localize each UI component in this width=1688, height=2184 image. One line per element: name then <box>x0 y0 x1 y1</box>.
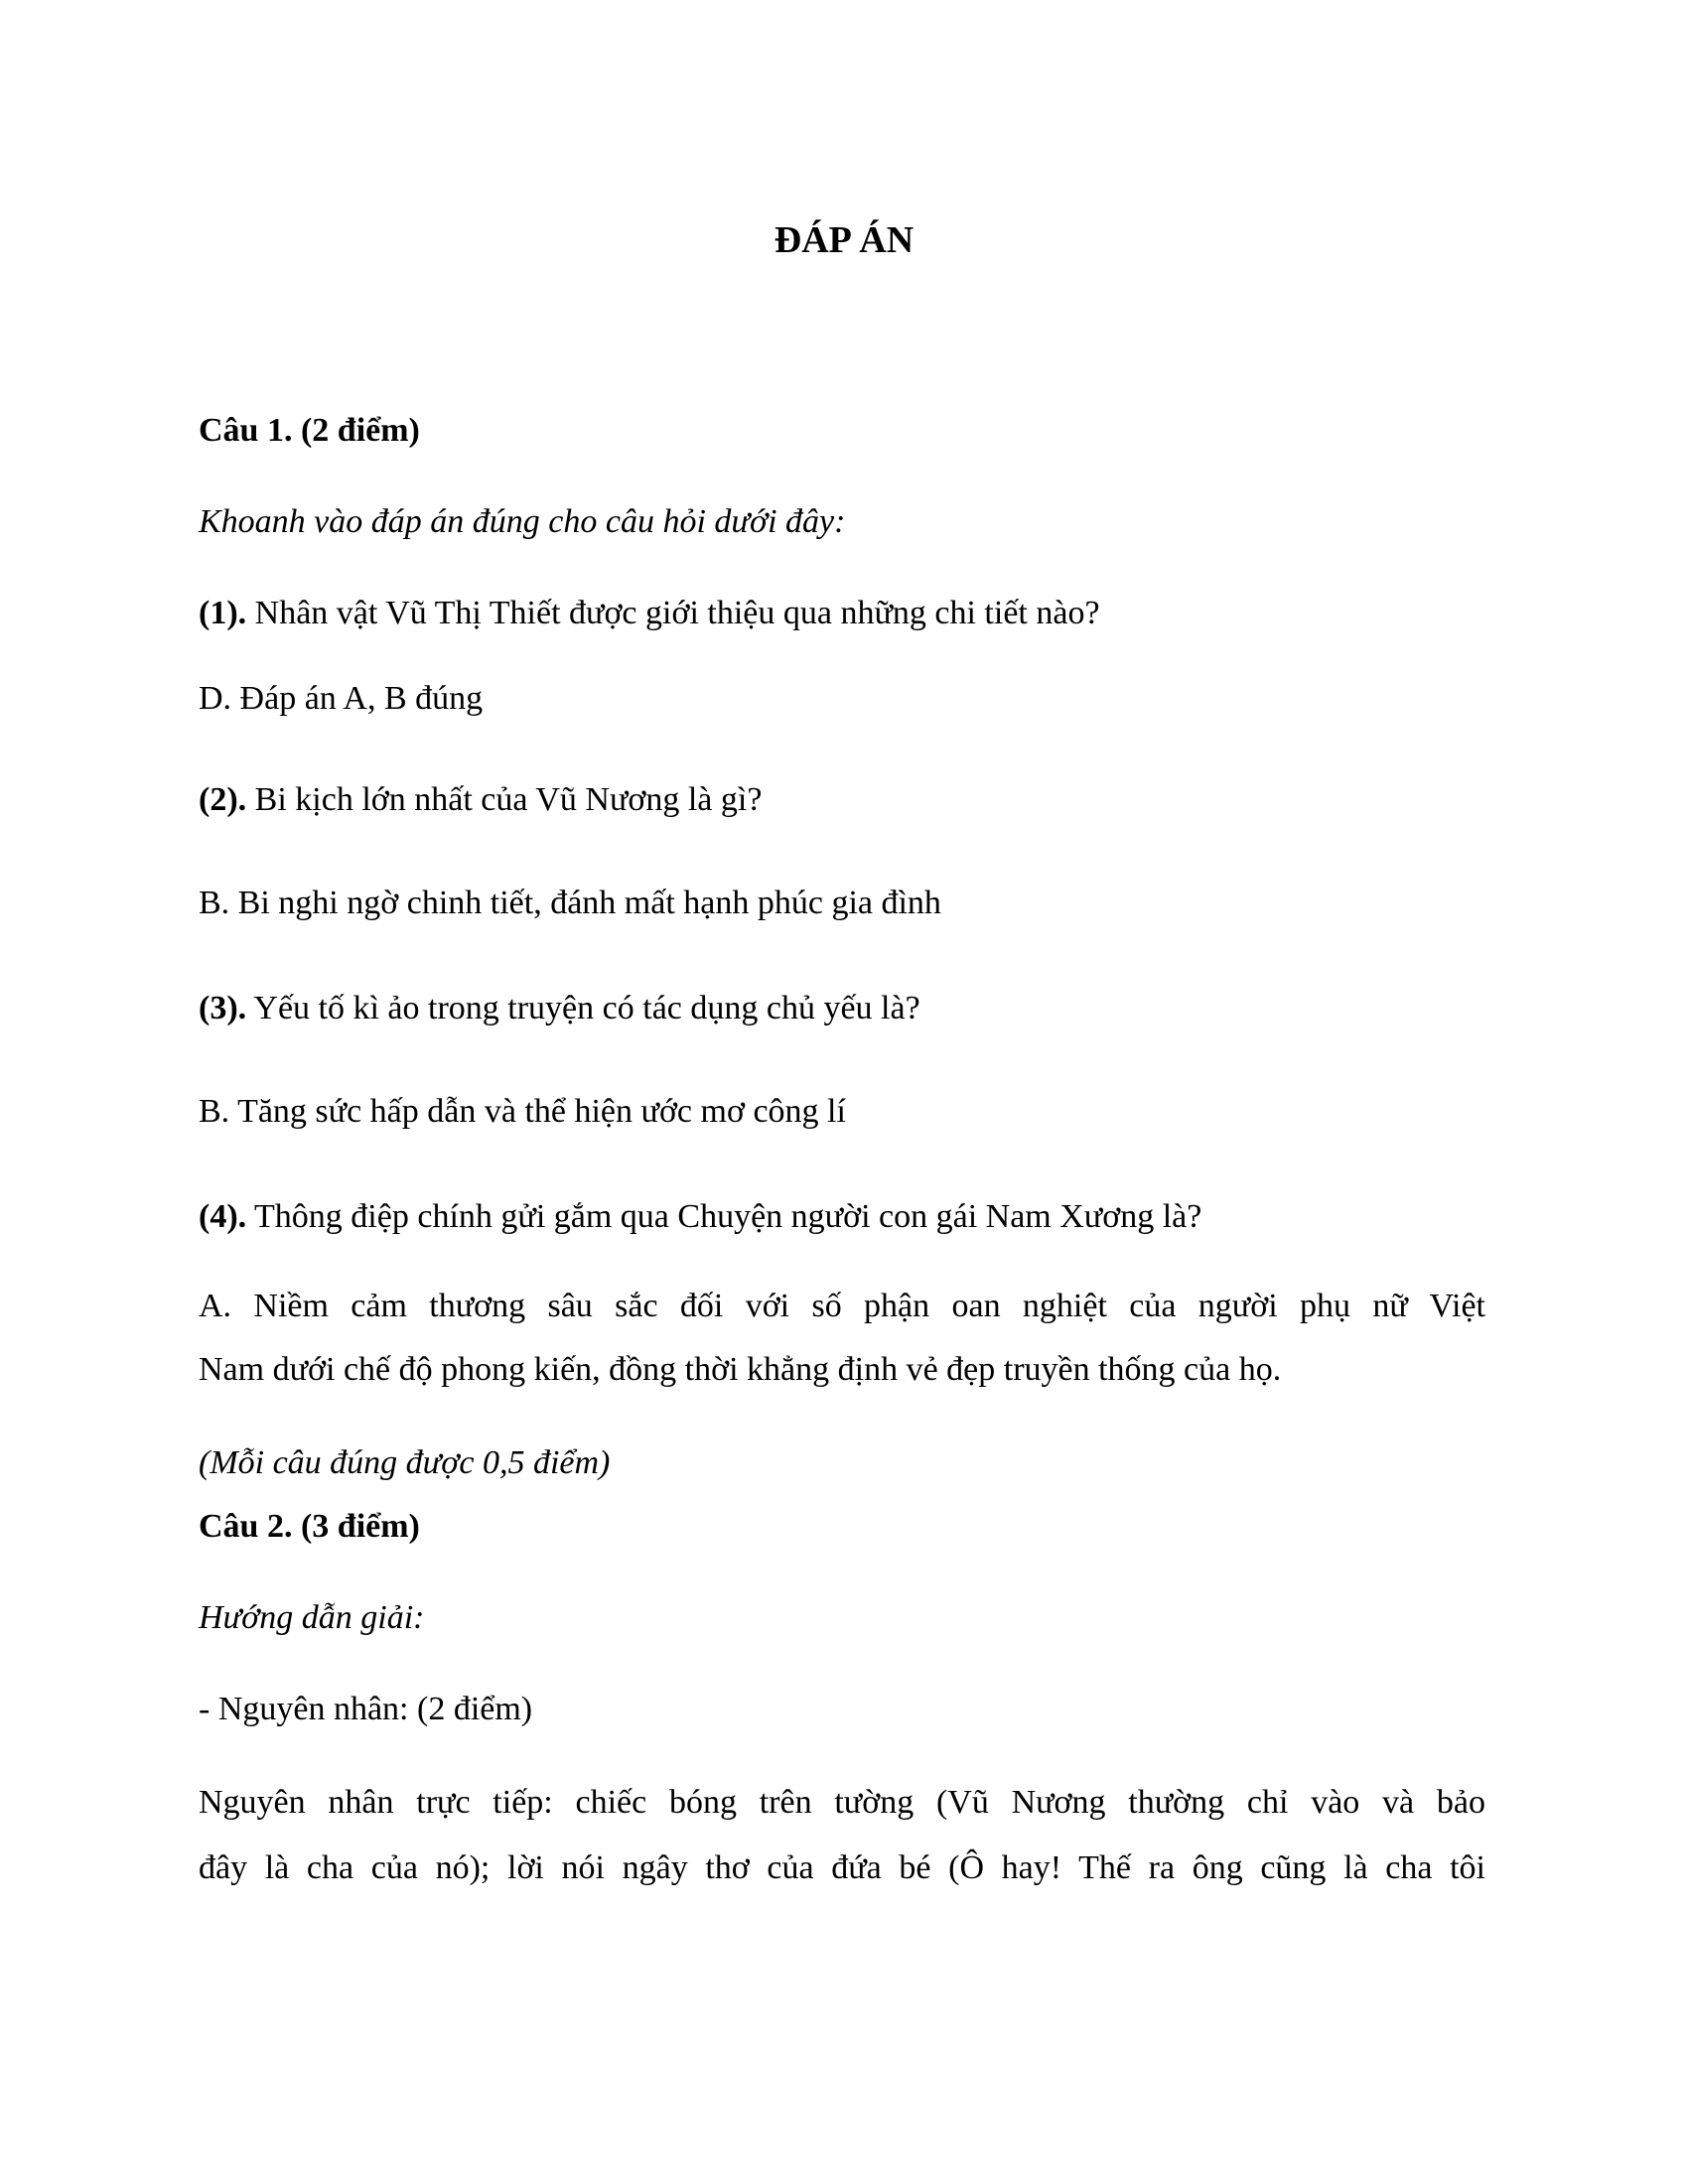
q1-item-1-question <box>199 594 1100 633</box>
q1-heading: Câu 1. (2 điểm) <box>199 412 420 449</box>
paragraph-line: Nguyên nhân trực tiếp: chiếc bóng trên tường (Vũ Nương thường chỉ vào và bảo <box>199 1784 1485 1821</box>
question-text: Bi kịch lớn nhất của Vũ Nương là gì? <box>246 781 763 818</box>
q1-scoring-note: (Mỗi câu đúng được 0,5 điểm) <box>199 1444 611 1481</box>
question-text: Thông điệp chính gửi gắm qua Chuyện người con gái Nam Xương là? <box>246 1198 1202 1235</box>
question-number: (4). <box>199 1198 247 1235</box>
q1-item-3-answer: B. Tăng sức hấp dẫn và thể hiện ước mơ công lí <box>199 1093 846 1130</box>
q1-item-2-answer: B. Bi nghi ngờ chinh tiết, đánh mất hạnh phúc gia đình <box>199 885 941 921</box>
q2-paragraph <box>199 1783 1485 1888</box>
question-number: (3). <box>199 990 247 1026</box>
answer-line: Nam dưới chế độ phong kiến, đồng thời khẳng định vẻ đẹp truyền thống của họ. <box>199 1351 1282 1388</box>
q1-item-4-answer <box>199 1287 1485 1390</box>
question-text: Yếu tố kì ảo trong truyện có tác dụng chủ yếu là? <box>246 990 920 1026</box>
question-number: (2). <box>199 781 247 818</box>
question-text: Nhân vật Vũ Thị Thiết được giới thiệu qua những chi tiết nào? <box>246 595 1100 631</box>
answer-line: A. Niềm cảm thương sâu sắc đối với số phận oan nghiệt của người phụ nữ Việt <box>199 1288 1485 1324</box>
q1-item-2-question <box>199 780 762 820</box>
paragraph-line: đây là cha của nó); lời nói ngây thơ của đứa bé (Ô hay! Thế ra ông cũng là cha tôi <box>199 1849 1485 1886</box>
q2-guide-label: Hướng dẫn giải: <box>199 1599 425 1636</box>
q1-instruction: Khoanh vào đáp án đúng cho câu hỏi dưới đây: <box>199 503 846 540</box>
q2-cause-label: - Nguyên nhân: (2 điểm) <box>199 1691 533 1727</box>
q2-heading: Câu 2. (3 điểm) <box>199 1508 420 1545</box>
question-number: (1). <box>199 595 247 631</box>
page-title: ĐÁP ÁN <box>774 219 914 261</box>
q1-item-1-answer: D. Đáp án A, B đúng <box>199 680 484 717</box>
q1-item-3-question <box>199 989 920 1028</box>
q1-item-4-question <box>199 1197 1201 1237</box>
